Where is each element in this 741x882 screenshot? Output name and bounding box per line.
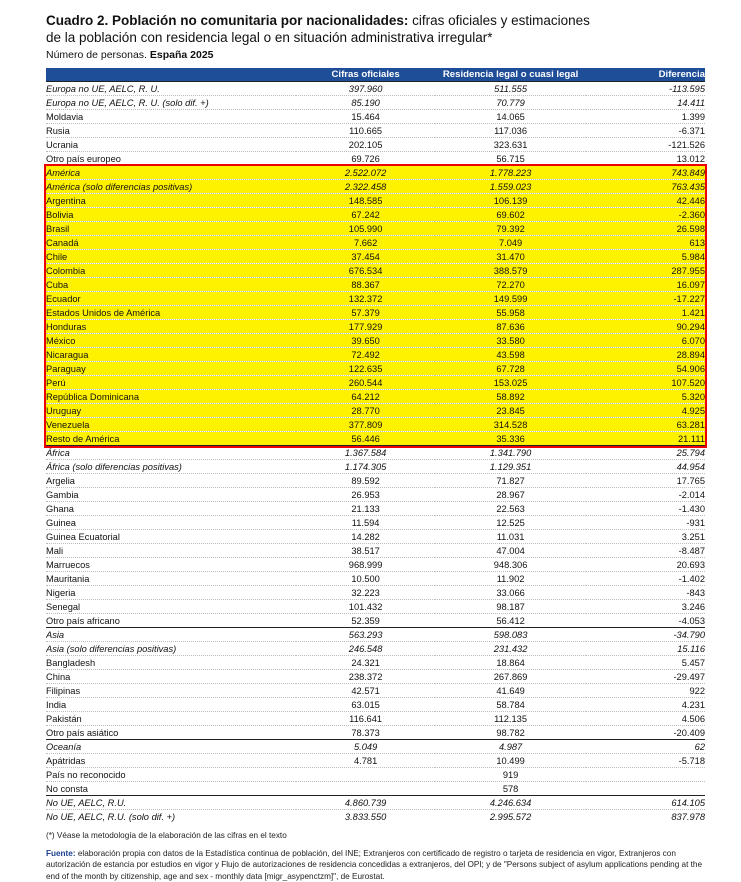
subtitle-prefix: Número de personas.: [46, 49, 150, 61]
cell-dif: 4.925: [586, 404, 705, 418]
cell-dif: 763.435: [586, 180, 705, 194]
cell-dif: -6.371: [586, 124, 705, 138]
cell-legal: 67.728: [435, 362, 587, 376]
cell-legal: 4.987: [435, 740, 587, 754]
cell-dif: -29.497: [586, 670, 705, 684]
cell-label: Moldavia: [46, 110, 296, 124]
cell-oficiales: 88.367: [296, 278, 434, 292]
cell-dif: 25.794: [586, 446, 705, 460]
cell-legal: 55.958: [435, 306, 587, 320]
cell-dif: [586, 768, 705, 782]
table-row: [46, 236, 705, 250]
cell-oficiales: 238.372: [296, 670, 434, 684]
cell-legal: 149.599: [435, 292, 587, 306]
cell-oficiales: 11.594: [296, 516, 434, 530]
table-body: [46, 82, 705, 824]
cell-legal: 1.778.223: [435, 166, 587, 180]
table-row: [46, 362, 705, 376]
cell-dif: -34.790: [586, 628, 705, 642]
cell-dif: 6.070: [586, 334, 705, 348]
cell-legal: 578: [435, 782, 587, 796]
cell-legal: 35.336: [435, 432, 587, 446]
cell-dif: 5.984: [586, 250, 705, 264]
cell-label: Guinea: [46, 516, 296, 530]
cell-label: Canadá: [46, 236, 296, 250]
cell-legal: 47.004: [435, 544, 587, 558]
cell-oficiales: 2.322.458: [296, 180, 434, 194]
cell-oficiales: 132.372: [296, 292, 434, 306]
table-row: [46, 264, 705, 278]
cell-label: Asia (solo diferencias positivas): [46, 642, 296, 656]
table-row: [46, 572, 705, 586]
cell-legal: 7.049: [435, 236, 587, 250]
cell-legal: 511.555: [435, 82, 587, 96]
cell-dif: 922: [586, 684, 705, 698]
table-row: [46, 166, 705, 180]
cell-legal: 33.580: [435, 334, 587, 348]
cell-dif: 63.281: [586, 418, 705, 432]
table-row: [46, 124, 705, 138]
table-row: [46, 110, 705, 124]
cell-legal: 23.845: [435, 404, 587, 418]
cell-label: Senegal: [46, 600, 296, 614]
cell-oficiales: 377.809: [296, 418, 434, 432]
cell-dif: 20.693: [586, 558, 705, 572]
table-row: [46, 754, 705, 768]
cell-oficiales: 260.544: [296, 376, 434, 390]
cell-dif: 42.446: [586, 194, 705, 208]
cell-oficiales: 116.641: [296, 712, 434, 726]
cell-oficiales: 101.432: [296, 600, 434, 614]
cell-label: Ecuador: [46, 292, 296, 306]
cell-label: No consta: [46, 782, 296, 796]
cell-oficiales: 5.049: [296, 740, 434, 754]
table-row: [46, 698, 705, 712]
table-row: [46, 180, 705, 194]
cell-legal: 2.995.572: [435, 810, 587, 824]
cell-oficiales: 38.517: [296, 544, 434, 558]
table-row: [46, 516, 705, 530]
cell-label: Ghana: [46, 502, 296, 516]
cell-legal: 388.579: [435, 264, 587, 278]
footnote-asterisk: (*) Véase la metodología de la elaboración de las cifras en el texto: [46, 830, 705, 842]
cell-legal: 70.779: [435, 96, 587, 110]
table-row: [46, 684, 705, 698]
cell-oficiales: 148.585: [296, 194, 434, 208]
cell-legal: 1.129.351: [435, 460, 587, 474]
cell-dif: 107.520: [586, 376, 705, 390]
cell-legal: 4.246.634: [435, 796, 587, 810]
cell-label: México: [46, 334, 296, 348]
cell-oficiales: 26.953: [296, 488, 434, 502]
source-note: [46, 848, 705, 882]
cell-legal: 11.031: [435, 530, 587, 544]
table-row: [46, 278, 705, 292]
cell-dif: -931: [586, 516, 705, 530]
cell-dif: 837.978: [586, 810, 705, 824]
table-row: [46, 558, 705, 572]
table-row: [46, 656, 705, 670]
cell-legal: 1.559.023: [435, 180, 587, 194]
cell-legal: 31.470: [435, 250, 587, 264]
cell-dif: -2.360: [586, 208, 705, 222]
cell-dif: 15.116: [586, 642, 705, 656]
cell-legal: 58.892: [435, 390, 587, 404]
column-header-oficiales: Cifras oficiales: [296, 68, 434, 82]
cell-label: Nigeria: [46, 586, 296, 600]
cell-oficiales: 64.212: [296, 390, 434, 404]
cell-oficiales: 110.665: [296, 124, 434, 138]
cell-oficiales: 39.650: [296, 334, 434, 348]
table-row: [46, 348, 705, 362]
cell-oficiales: 3.833.550: [296, 810, 434, 824]
table-row: [46, 768, 705, 782]
cell-oficiales: 1.367.584: [296, 446, 434, 460]
table-row: [46, 642, 705, 656]
cell-oficiales: 563.293: [296, 628, 434, 642]
cell-label: Cuba: [46, 278, 296, 292]
column-header-diferencia: Diferencia: [586, 68, 705, 82]
cell-oficiales: 15.464: [296, 110, 434, 124]
cell-dif: -8.487: [586, 544, 705, 558]
cell-oficiales: 397.960: [296, 82, 434, 96]
cell-label: País no reconocido: [46, 768, 296, 782]
table-row: [46, 502, 705, 516]
title-bold-part: Población no comunitaria por nacionalidades:: [112, 13, 408, 28]
cell-oficiales: 28.770: [296, 404, 434, 418]
table-row: [46, 530, 705, 544]
footnotes: [46, 830, 705, 882]
cell-legal: 117.036: [435, 124, 587, 138]
table-row: [46, 418, 705, 432]
cell-label: Paraguay: [46, 362, 296, 376]
cell-label: África: [46, 446, 296, 460]
cell-oficiales: 122.635: [296, 362, 434, 376]
subtitle-country-year: España 2025: [150, 49, 214, 61]
cell-dif: -2.014: [586, 488, 705, 502]
cell-dif: 21.111: [586, 432, 705, 446]
cell-legal: 72.270: [435, 278, 587, 292]
cell-oficiales: 67.242: [296, 208, 434, 222]
cell-dif: 5.457: [586, 656, 705, 670]
cell-oficiales: 7.662: [296, 236, 434, 250]
cell-legal: 22.563: [435, 502, 587, 516]
cell-legal: 598.083: [435, 628, 587, 642]
table-row: [46, 796, 705, 810]
table-row: [46, 82, 705, 96]
cell-dif: 16.097: [586, 278, 705, 292]
cell-label: Rusia: [46, 124, 296, 138]
table-row: [46, 488, 705, 502]
cell-label: Estados Unidos de América: [46, 306, 296, 320]
cell-legal: 33.066: [435, 586, 587, 600]
cell-oficiales: 105.990: [296, 222, 434, 236]
table-row: [46, 194, 705, 208]
table-row: [46, 250, 705, 264]
table-row: [46, 586, 705, 600]
cell-oficiales: 676.534: [296, 264, 434, 278]
cell-dif: [586, 782, 705, 796]
cell-label: No UE, AELC, R.U.: [46, 796, 296, 810]
cell-label: Argentina: [46, 194, 296, 208]
cell-legal: 41.649: [435, 684, 587, 698]
source-label: Fuente:: [46, 849, 76, 858]
cell-legal: 18.864: [435, 656, 587, 670]
cell-dif: 1.421: [586, 306, 705, 320]
cell-legal: 10.499: [435, 754, 587, 768]
cell-label: Honduras: [46, 320, 296, 334]
table-row: [46, 474, 705, 488]
cell-legal: 58.784: [435, 698, 587, 712]
cell-legal: 28.967: [435, 488, 587, 502]
cell-label: Mali: [46, 544, 296, 558]
cell-oficiales: 2.522.072: [296, 166, 434, 180]
cell-dif: 90.294: [586, 320, 705, 334]
table-row: [46, 712, 705, 726]
cell-legal: 231.432: [435, 642, 587, 656]
cell-legal: 71.827: [435, 474, 587, 488]
cell-label: Guinea Ecuatorial: [46, 530, 296, 544]
cell-legal: 87.636: [435, 320, 587, 334]
cell-legal: 919: [435, 768, 587, 782]
cell-dif: 4.231: [586, 698, 705, 712]
cell-oficiales: 37.454: [296, 250, 434, 264]
cell-label: No UE, AELC, R.U. (solo dif. +): [46, 810, 296, 824]
cell-oficiales: 57.379: [296, 306, 434, 320]
cell-dif: 26.598: [586, 222, 705, 236]
cell-oficiales: 78.373: [296, 726, 434, 740]
table-row: [46, 376, 705, 390]
cell-label: Otro país asiático: [46, 726, 296, 740]
cell-label: Europa no UE, AELC, R. U. (solo dif. +): [46, 96, 296, 110]
cell-label: China: [46, 670, 296, 684]
cell-oficiales: 968.999: [296, 558, 434, 572]
table-row: [46, 460, 705, 474]
cell-dif: 4.506: [586, 712, 705, 726]
cell-dif: 17.765: [586, 474, 705, 488]
cell-legal: 153.025: [435, 376, 587, 390]
cell-dif: 3.251: [586, 530, 705, 544]
table-row: [46, 726, 705, 740]
table-row: [46, 446, 705, 460]
cell-dif: 28.894: [586, 348, 705, 362]
cell-dif: -4.053: [586, 614, 705, 628]
title-line-2: de la población con residencia legal o en situación administrativa irregular*: [46, 29, 705, 46]
cell-dif: -843: [586, 586, 705, 600]
cell-label: Asia: [46, 628, 296, 642]
cell-label: Nicaragua: [46, 348, 296, 362]
page-title: [46, 12, 705, 29]
title-rest: cifras oficiales y estimaciones: [408, 13, 590, 28]
cell-legal: 1.341.790: [435, 446, 587, 460]
table-header-row: [46, 68, 705, 82]
table-row: [46, 208, 705, 222]
population-table: [46, 68, 705, 823]
cell-legal: 112.135: [435, 712, 587, 726]
table-row: [46, 222, 705, 236]
table-row: [46, 544, 705, 558]
title-block: [46, 12, 705, 62]
cell-legal: 98.187: [435, 600, 587, 614]
cell-label: Ucrania: [46, 138, 296, 152]
cell-dif: 5.320: [586, 390, 705, 404]
cell-dif: 1.399: [586, 110, 705, 124]
table-row: [46, 404, 705, 418]
cell-legal: 79.392: [435, 222, 587, 236]
cell-oficiales: 56.446: [296, 432, 434, 446]
cell-dif: 54.906: [586, 362, 705, 376]
cell-dif: -20.409: [586, 726, 705, 740]
cell-label: Oceanía: [46, 740, 296, 754]
cell-dif: -17.227: [586, 292, 705, 306]
table-row: [46, 600, 705, 614]
cell-dif: 614.105: [586, 796, 705, 810]
cell-legal: 98.782: [435, 726, 587, 740]
cell-dif: 14.411: [586, 96, 705, 110]
cell-legal: 11.902: [435, 572, 587, 586]
cell-oficiales: 202.105: [296, 138, 434, 152]
cell-label: Otro país africano: [46, 614, 296, 628]
subtitle: [46, 48, 705, 62]
table-row: [46, 320, 705, 334]
table-row: [46, 432, 705, 446]
cell-oficiales: 24.321: [296, 656, 434, 670]
table-row: [46, 782, 705, 796]
cell-dif: 743.849: [586, 166, 705, 180]
table-row: [46, 670, 705, 684]
cell-label: Uruguay: [46, 404, 296, 418]
cell-label: Chile: [46, 250, 296, 264]
cell-legal: 56.412: [435, 614, 587, 628]
cell-dif: -1.402: [586, 572, 705, 586]
cell-label: Resto de América: [46, 432, 296, 446]
cell-label: Filipinas: [46, 684, 296, 698]
table-row: [46, 628, 705, 642]
cell-oficiales: 69.726: [296, 152, 434, 166]
cell-label: Europa no UE, AELC, R. U.: [46, 82, 296, 96]
cell-legal: 69.602: [435, 208, 587, 222]
cell-label: Marruecos: [46, 558, 296, 572]
cell-legal: 56.715: [435, 152, 587, 166]
cell-dif: 3.246: [586, 600, 705, 614]
cell-dif: -5.718: [586, 754, 705, 768]
cell-legal: 12.525: [435, 516, 587, 530]
column-header-label: [46, 68, 296, 82]
cell-oficiales: [296, 768, 434, 782]
cell-dif: 613: [586, 236, 705, 250]
cell-label: Perú: [46, 376, 296, 390]
cell-oficiales: 72.492: [296, 348, 434, 362]
table-row: [46, 292, 705, 306]
table-row: [46, 96, 705, 110]
table-row: [46, 614, 705, 628]
cell-oficiales: 14.282: [296, 530, 434, 544]
cell-label: Argelia: [46, 474, 296, 488]
table-row: [46, 138, 705, 152]
cell-label: África (solo diferencias positivas): [46, 460, 296, 474]
cell-oficiales: 10.500: [296, 572, 434, 586]
cell-oficiales: 42.571: [296, 684, 434, 698]
cell-oficiales: 1.174.305: [296, 460, 434, 474]
cell-dif: 13.012: [586, 152, 705, 166]
cell-oficiales: 32.223: [296, 586, 434, 600]
cell-label: Gambia: [46, 488, 296, 502]
cell-legal: 948.306: [435, 558, 587, 572]
cell-oficiales: 52.359: [296, 614, 434, 628]
cell-oficiales: 89.592: [296, 474, 434, 488]
cell-label: India: [46, 698, 296, 712]
cell-legal: 106.139: [435, 194, 587, 208]
table-row: [46, 810, 705, 824]
cell-oficiales: 63.015: [296, 698, 434, 712]
cell-dif: -1.430: [586, 502, 705, 516]
cell-label: Otro país europeo: [46, 152, 296, 166]
cell-dif: -113.595: [586, 82, 705, 96]
cell-label: Bolivia: [46, 208, 296, 222]
column-header-legal: Residencia legal o cuasi legal: [435, 68, 587, 82]
cell-label: Brasil: [46, 222, 296, 236]
cell-oficiales: 246.548: [296, 642, 434, 656]
cell-dif: 44.954: [586, 460, 705, 474]
source-text: elaboración propia con datos de la Estadística continua de población, del INE; Extranjeros con certificado de registro o tarjeta de residencia en vigor, Extranjeros con autorización de estancia por estudios en vigor y Flujo de autorizaciones de residencia concedidas a extranjeros, del OPI; y de "Persons subject of asylum applications pending at the end of the month by citizenship, age and sex - monthly data [migr_asypenctzm]", de Eurostat.: [46, 849, 702, 881]
table-row: [46, 306, 705, 320]
cell-label: Bangladesh: [46, 656, 296, 670]
cell-legal: 14.065: [435, 110, 587, 124]
cell-label: República Dominicana: [46, 390, 296, 404]
cell-legal: 267.869: [435, 670, 587, 684]
cell-label: Apátridas: [46, 754, 296, 768]
table-row: [46, 740, 705, 754]
table-row: [46, 390, 705, 404]
cell-oficiales: 4.781: [296, 754, 434, 768]
cell-dif: 62: [586, 740, 705, 754]
cell-oficiales: 177.929: [296, 320, 434, 334]
cell-legal: 323.631: [435, 138, 587, 152]
table-row: [46, 152, 705, 166]
cell-label: Colombia: [46, 264, 296, 278]
cell-oficiales: 4.860.739: [296, 796, 434, 810]
table-header: [46, 68, 705, 82]
cell-dif: 287.955: [586, 264, 705, 278]
cell-legal: 43.598: [435, 348, 587, 362]
cell-label: América: [46, 166, 296, 180]
cell-label: Mauritania: [46, 572, 296, 586]
cell-oficiales: [296, 782, 434, 796]
table-row: [46, 334, 705, 348]
cell-oficiales: 21.133: [296, 502, 434, 516]
cell-dif: -121.526: [586, 138, 705, 152]
cell-label: Pakistán: [46, 712, 296, 726]
cell-label: Venezuela: [46, 418, 296, 432]
cell-label: América (solo diferencias positivas): [46, 180, 296, 194]
table-number: Cuadro 2.: [46, 13, 108, 28]
cell-oficiales: 85.190: [296, 96, 434, 110]
cell-legal: 314.528: [435, 418, 587, 432]
